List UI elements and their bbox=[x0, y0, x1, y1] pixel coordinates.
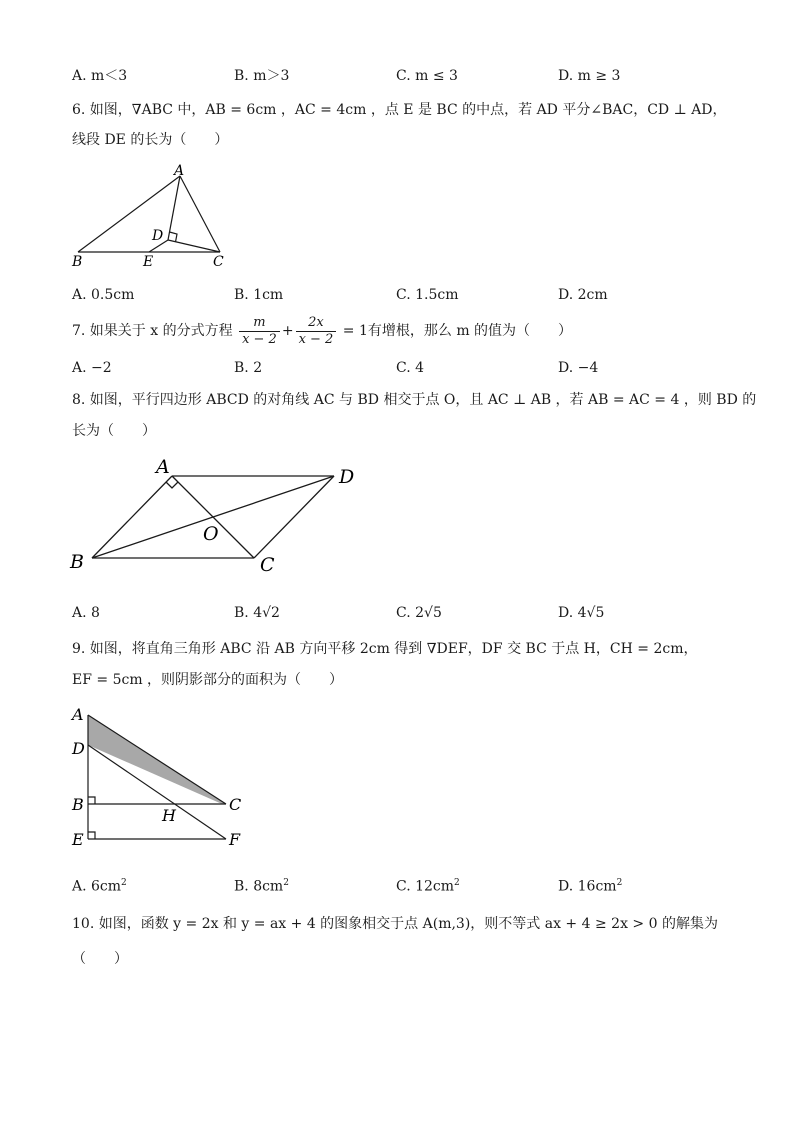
q7-stem-prefix: 7. 如果关于 x 的分式方程 bbox=[72, 323, 233, 339]
q9-option-b-text: B. 8cm bbox=[234, 878, 284, 895]
q8-label-d: D bbox=[339, 466, 355, 488]
q8-stem-line1: 8. 如图，平行四边形 ABCD 的对角线 AC 与 BD 相交于点 O，且 AC ⊥ AB ，若 AB = AC = 4 ，则 BD 的 bbox=[72, 392, 757, 408]
q8-option-b[interactable]: B. 4√2 bbox=[234, 605, 280, 621]
q8-stem-line2: 长为（ ） bbox=[72, 423, 156, 439]
q7-stem bbox=[72, 312, 572, 350]
q5-option-a[interactable]: A. m＜3 bbox=[72, 68, 128, 84]
q8-right-angle-mark bbox=[166, 482, 178, 488]
q7-fraction-1 bbox=[239, 315, 280, 348]
q6-option-d[interactable]: D. 2cm bbox=[558, 287, 608, 303]
q9-option-c-text: C. 12cm bbox=[396, 878, 455, 895]
q9-label-h: H bbox=[162, 806, 176, 825]
q9-stem-line1: 9. 如图，将直角三角形 ABC 沿 AB 方向平移 2cm 得到 ∇DEF，DF 交 BC 于点 H，CH = 2cm， bbox=[72, 641, 698, 657]
q9-option-b[interactable] bbox=[234, 873, 289, 897]
q6-segment-ad bbox=[168, 176, 180, 240]
q6-label-c: C bbox=[213, 254, 224, 270]
q7-plus: + bbox=[281, 323, 294, 339]
q9-option-a-sup: 2 bbox=[121, 878, 127, 888]
q6-stem-line1: 6. 如图，∇ABC 中，AB = 6cm ，AC = 4cm ，点 E 是 BC 的中点，若 AD 平分∠BAC，CD ⊥ AD， bbox=[72, 102, 727, 118]
q6-segment-ba bbox=[78, 176, 180, 252]
q5-option-d[interactable]: D. m ≥ 3 bbox=[558, 68, 621, 84]
q9-option-d[interactable] bbox=[558, 873, 622, 897]
q7-fraction-2-numerator: 2x bbox=[296, 315, 337, 332]
q8-option-a[interactable]: A. 8 bbox=[72, 605, 100, 621]
q9-figure bbox=[68, 702, 258, 854]
q8-diagonal-bd bbox=[92, 476, 334, 558]
q9-label-a: A bbox=[72, 705, 84, 724]
q6-stem-line2: 线段 DE 的长为（ ） bbox=[72, 132, 229, 148]
q8-label-o: O bbox=[203, 523, 219, 545]
q9-label-c: C bbox=[229, 795, 242, 814]
q5-option-b[interactable]: B. m＞3 bbox=[234, 68, 290, 84]
q9-right-angle-e bbox=[88, 832, 95, 839]
q7-option-c[interactable]: C. 4 bbox=[396, 360, 425, 376]
q9-option-c-sup: 2 bbox=[454, 878, 460, 888]
q5-option-c[interactable]: C. m ≤ 3 bbox=[396, 68, 458, 84]
q7-option-b[interactable]: B. 2 bbox=[234, 360, 263, 376]
q8-label-c: C bbox=[260, 554, 275, 576]
q6-option-b[interactable]: B. 1cm bbox=[234, 287, 284, 303]
q7-fraction-2-denominator: x − 2 bbox=[298, 331, 334, 347]
q6-option-a[interactable]: A. 0.5cm bbox=[72, 287, 135, 303]
q9-label-d: D bbox=[72, 739, 85, 758]
q8-segment-cd bbox=[254, 476, 334, 558]
q6-label-e: E bbox=[143, 254, 154, 270]
q9-option-a-text: A. 6cm bbox=[72, 878, 122, 895]
q10-stem-line2: （ ） bbox=[72, 951, 128, 967]
q10-stem-line1: 10. 如图，函数 y = 2x 和 y = ax + 4 的图象相交于点 A(m,3)，则不等式 ax + 4 ≥ 2x > 0 的解集为 bbox=[72, 916, 718, 932]
q8-segment-ab bbox=[92, 476, 172, 558]
q9-stem-line2: EF = 5cm ，则阴影部分的面积为（ ） bbox=[72, 672, 344, 688]
q6-option-c[interactable]: C. 1.5cm bbox=[396, 287, 459, 303]
q9-option-b-sup: 2 bbox=[283, 878, 289, 888]
q6-label-a: A bbox=[174, 164, 185, 179]
q8-figure bbox=[66, 452, 366, 580]
q9-label-b: B bbox=[72, 795, 84, 814]
q6-label-d: D bbox=[152, 228, 164, 244]
q6-label-b: B bbox=[72, 254, 83, 270]
q7-stem-suffix: = 1有增根，那么 m 的值为（ ） bbox=[342, 323, 573, 339]
q6-figure bbox=[70, 164, 240, 274]
q9-option-d-text: D. 16cm bbox=[558, 878, 617, 895]
q7-fraction-1-numerator: m bbox=[239, 315, 280, 332]
q9-option-c[interactable] bbox=[396, 873, 460, 897]
q9-option-d-sup: 2 bbox=[616, 878, 623, 888]
q8-option-c[interactable]: C. 2√5 bbox=[396, 605, 442, 621]
q8-label-a: A bbox=[156, 456, 170, 478]
q7-option-a[interactable]: A. −2 bbox=[72, 360, 112, 376]
q9-label-e: E bbox=[72, 830, 84, 849]
q9-label-f: F bbox=[229, 830, 241, 849]
q7-fraction-1-denominator: x − 2 bbox=[242, 331, 277, 347]
q8-option-d[interactable]: D. 4√5 bbox=[558, 605, 605, 621]
q7-option-d[interactable]: D. −4 bbox=[558, 360, 599, 376]
q9-right-angle-b bbox=[88, 797, 95, 804]
q9-option-a[interactable] bbox=[72, 873, 127, 897]
q7-fraction-2 bbox=[296, 315, 337, 348]
q6-segment-ac bbox=[180, 176, 220, 252]
q8-label-b: B bbox=[70, 551, 84, 573]
